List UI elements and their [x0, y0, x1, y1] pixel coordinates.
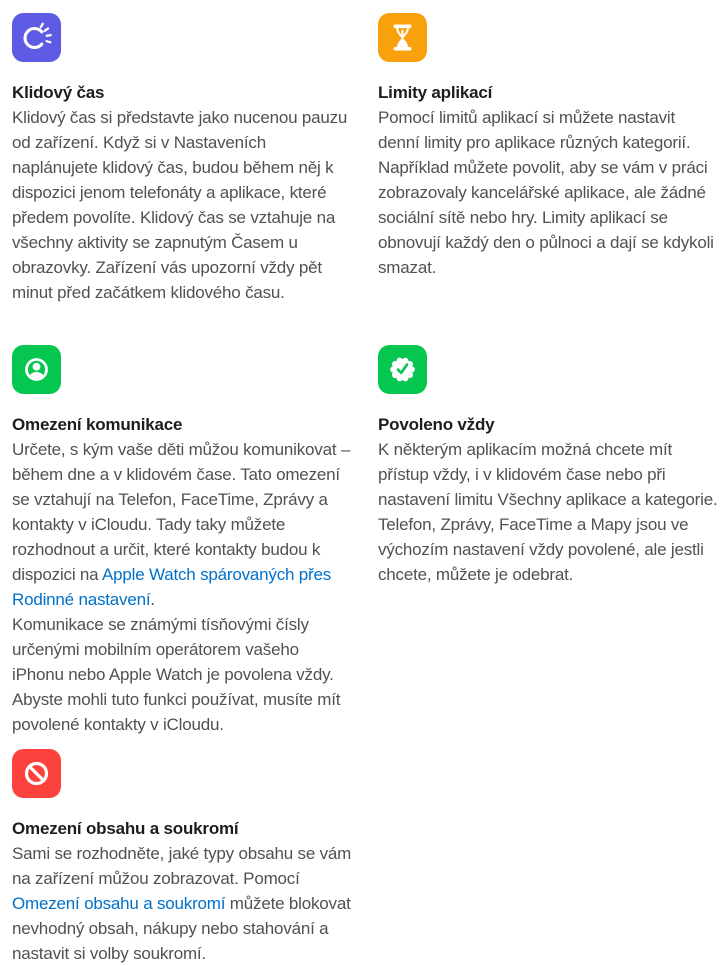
- features-row-2: [12, 345, 718, 737]
- feature-title: Klidový čas: [12, 83, 105, 102]
- feature-description: Pomocí limitů aplikací si můžete nastavit denní limity pro aplikace různých kategorií. Například můžete povolit, aby se vám v práci zobrazovaly kancelářské aplikace, ale žádné sociální sítě nebo hry. Limity aplikací se obnovují každý den o půlnoci a dají se kdykoli smazat.: [378, 108, 714, 277]
- feature-description: Klidový čas si představte jako nucenou pauzu od zařízení. Když si v Nastaveních naplánujete klidový čas, budou během něj k dispozici jenom telefonáty a aplikace, které předem povolíte. Klidový čas se vztahuje na všechny aktivity se zapnutým Časem u obrazovky. Zařízení vás upozorní vždy pět minut před začátkem klidového času.: [12, 108, 348, 302]
- features-row-3: [12, 749, 707, 966]
- feature-communication-limits: [12, 345, 353, 737]
- feature-description: K některým aplikacím možná chcete mít přístup vždy, i v klidovém čase nebo při nastavení limitu Všechny aplikace a kategorie. Telefon, Zprávy, FaceTime a Mapy jsou ve výchozím nastavení vždy povolené, ale jestli chcete, můžete je odebrat.: [378, 440, 718, 584]
- apple-watch-family-setup-link[interactable]: Apple Watch spárovaných přes Rodinné nastavení: [12, 565, 332, 609]
- feature-title: Povoleno vždy: [378, 415, 495, 434]
- content-privacy-restrictions-link[interactable]: Omezení obsahu a soukromí: [12, 894, 226, 913]
- downtime-icon: [12, 13, 61, 62]
- prohibition-icon: [12, 749, 61, 798]
- features-row-1: [12, 13, 714, 305]
- feature-title: Omezení obsahu a soukromí: [12, 819, 239, 838]
- description-text: Sami se rozhodněte, jaké typy obsahu se vám na zařízení můžou zobrazovat. Pomocí: [12, 844, 352, 888]
- checkmark-seal-icon: [378, 345, 427, 394]
- description-text: Komunikace se známými tísňovými čísly určenými mobilním operátorem vašeho iPhonu nebo Apple Watch je povolena vždy. Abyste mohli tuto funkci používat, musíte mít povolené kontakty v iCloudu.: [12, 615, 341, 734]
- feature-app-limits: [378, 13, 719, 280]
- person-circle-icon: [12, 345, 61, 394]
- feature-always-allowed: [378, 345, 719, 587]
- feature-content-privacy: [12, 749, 353, 966]
- feature-description: [12, 437, 353, 737]
- feature-downtime: [12, 13, 353, 305]
- description-text: .: [150, 590, 155, 609]
- description-text: můžete blokovat nevhodný obsah, nákupy nebo stahování a nastavit si volby soukromí.: [12, 894, 351, 963]
- feature-title: Omezení komunikace: [12, 415, 183, 434]
- description-text: Určete, s kým vaše děti můžou komunikovat – během dne a v klidovém čase. Tato omezení se vztahují na Telefon, FaceTime, Zprávy a kontakty v iCloudu. Tady taky můžete rozhodnout a určit, které kontakty budou k dispozici na: [12, 440, 351, 584]
- feature-description: [12, 841, 353, 966]
- feature-title: Limity aplikací: [378, 83, 493, 102]
- hourglass-icon: [378, 13, 427, 62]
